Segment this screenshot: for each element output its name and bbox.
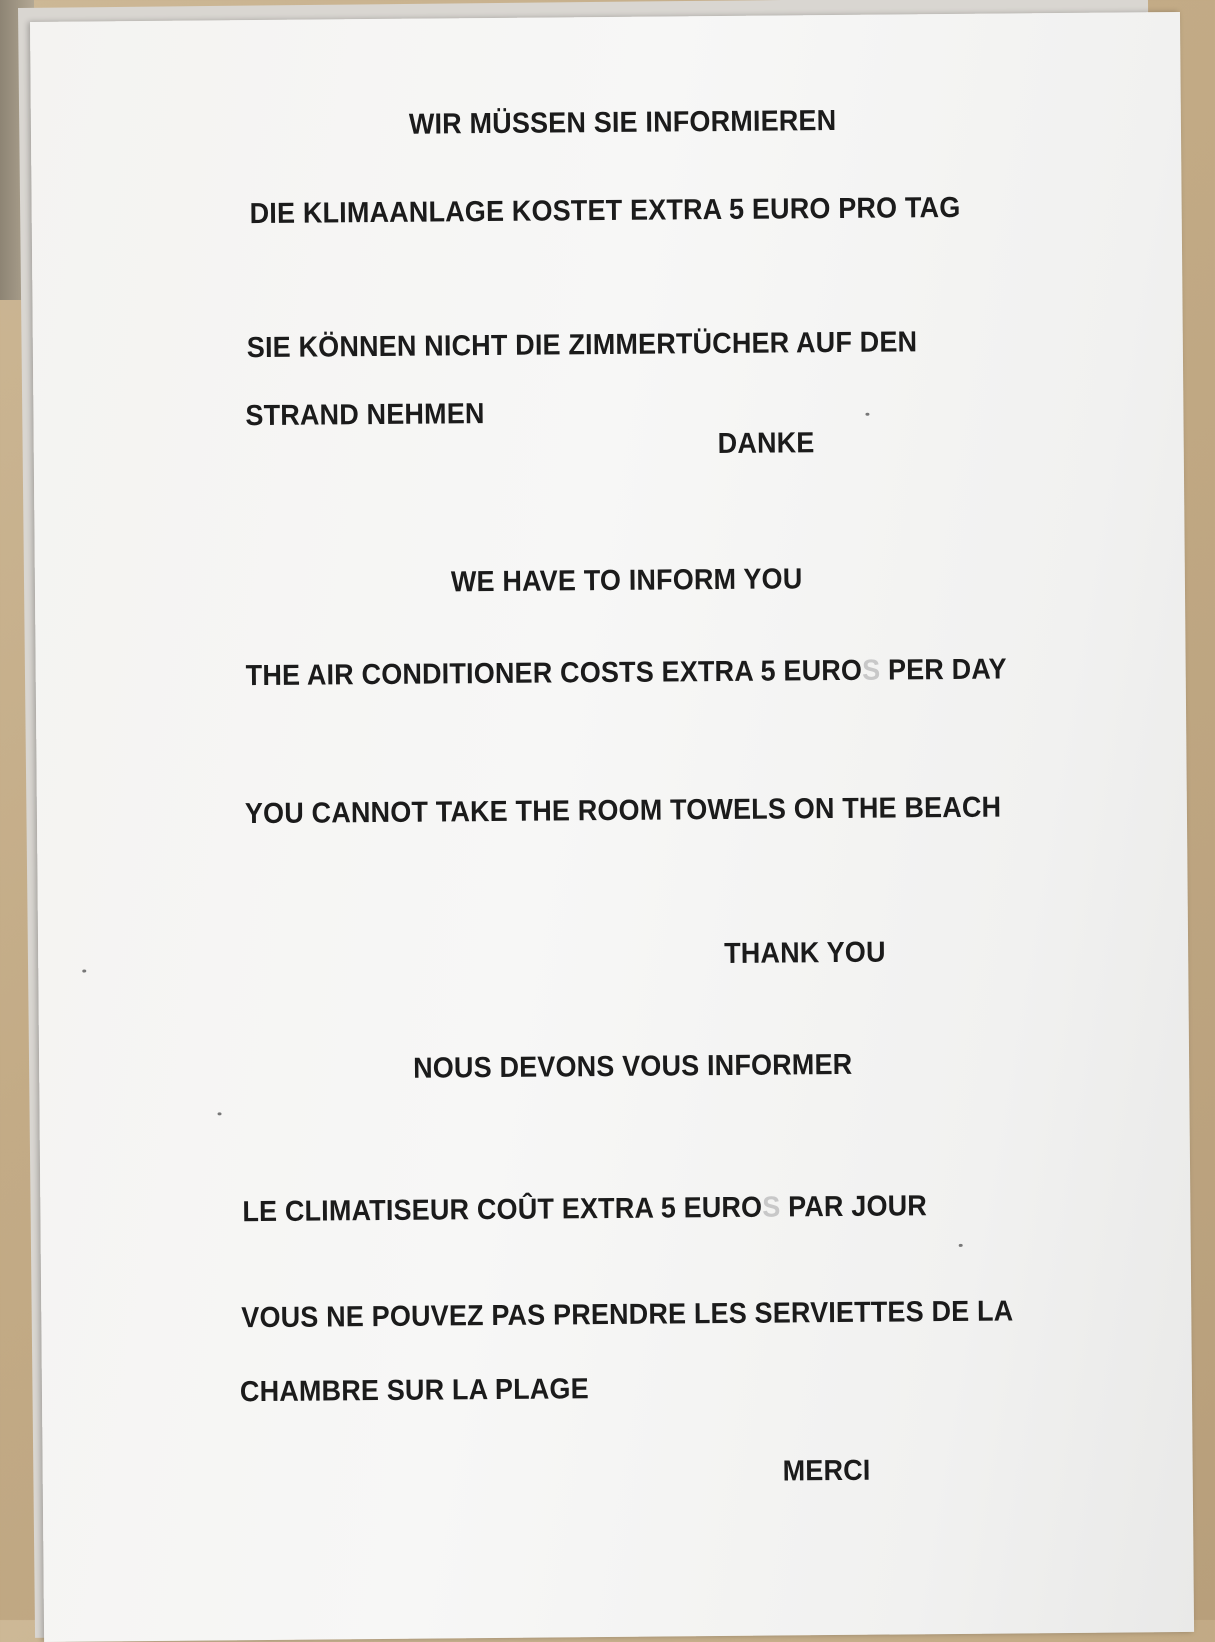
french-line-aircon-faint-s: S	[762, 1191, 781, 1224]
english-heading: WE HAVE TO INFORM YOU	[450, 563, 803, 599]
german-heading: WIR MÜSSEN SIE INFORMIEREN	[408, 104, 837, 141]
notice-sheet	[30, 12, 1194, 1642]
english-line-aircon-part1: THE AIR CONDITIONER COSTS EXTRA 5 EURO	[245, 654, 863, 693]
english-line-towels: YOU CANNOT TAKE THE ROOM TOWELS ON THE BEACH	[244, 791, 1002, 831]
french-heading: NOUS DEVONS VOUS INFORMER	[413, 1048, 853, 1085]
english-thanks: THANK YOU	[724, 936, 886, 970]
german-thanks: DANKE	[717, 427, 815, 461]
english-line-aircon-part2: PER DAY	[880, 653, 1007, 687]
paper-speck	[218, 1112, 222, 1115]
german-line-towels-1: SIE KÖNNEN NICHT DIE ZIMMERTÜCHER AUF DEN	[246, 326, 918, 365]
german-line-towels-2: STRAND NEHMEN	[245, 398, 485, 433]
french-line-aircon	[242, 1190, 927, 1229]
french-line-towels-2: CHAMBRE SUR LA PLAGE	[239, 1373, 589, 1409]
english-line-aircon-faint-s: S	[861, 654, 881, 687]
french-line-towels-1: VOUS NE POUVEZ PAS PRENDRE LES SERVIETTES DE LA	[241, 1295, 1014, 1335]
german-line-aircon: DIE KLIMAANLAGE KOSTET EXTRA 5 EURO PRO TAG	[249, 191, 961, 231]
paper-speck	[865, 413, 869, 416]
french-line-aircon-part2: PAR JOUR	[780, 1190, 928, 1224]
english-line-aircon	[246, 654, 1007, 694]
french-line-aircon-part1: LE CLIMATISEUR COÛT EXTRA 5 EURO	[242, 1191, 763, 1229]
french-thanks: MERCI	[782, 1454, 871, 1488]
paper-speck	[959, 1244, 963, 1247]
paper-speck	[82, 970, 86, 973]
